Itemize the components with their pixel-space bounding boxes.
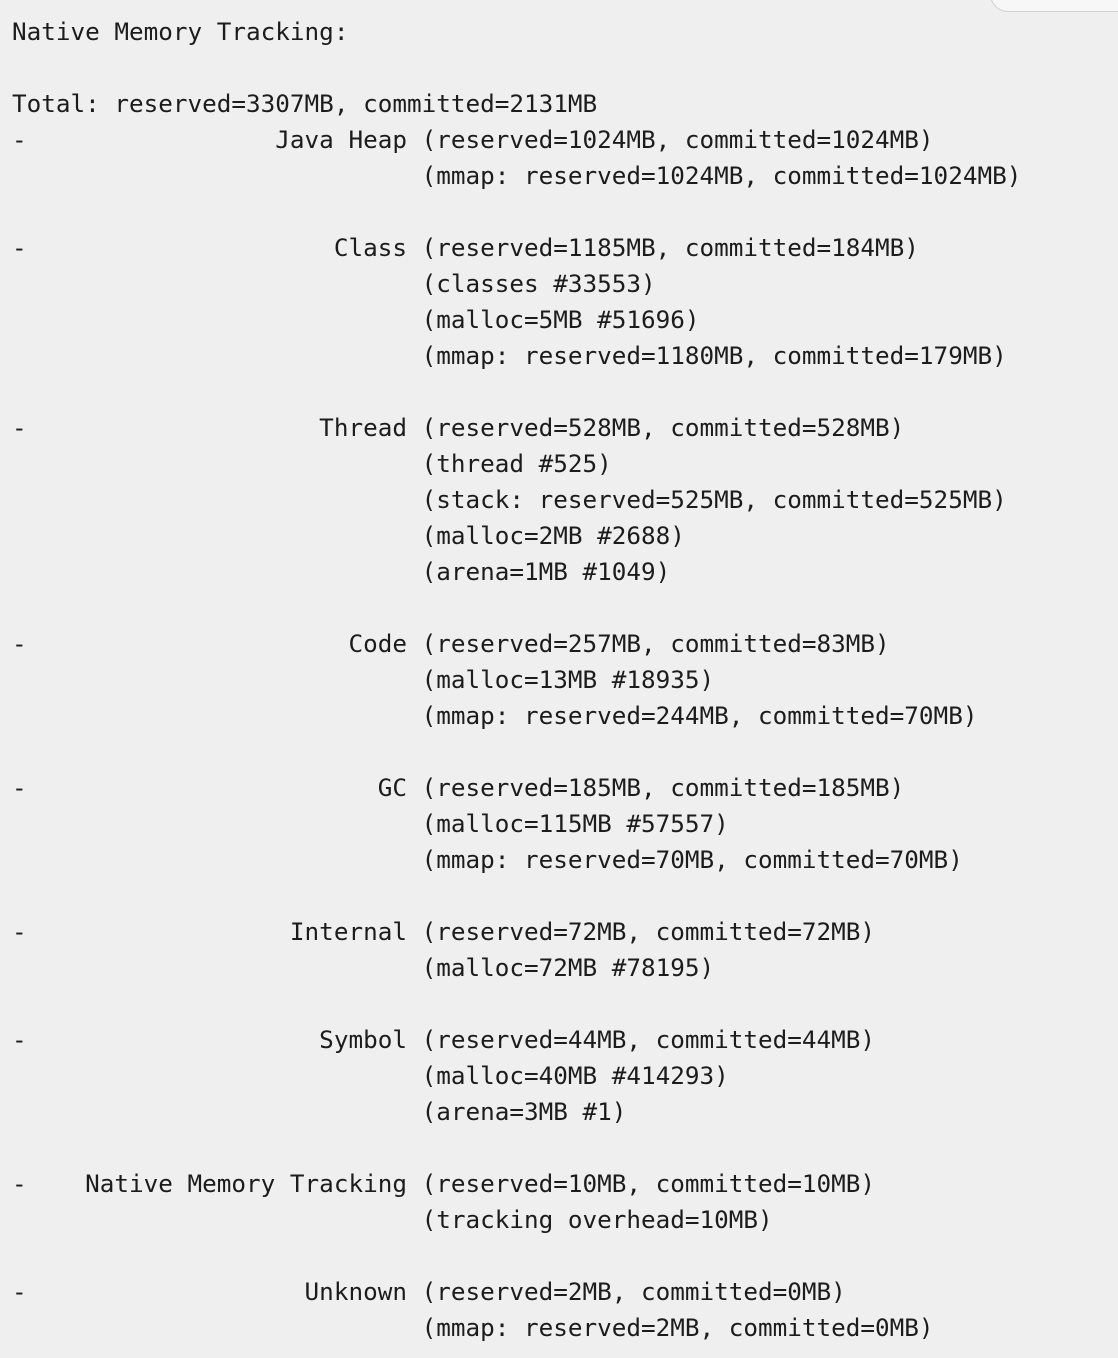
report-line: - Java Heap (reserved=1024MB, committed=1024MB) xyxy=(12,125,934,154)
report-line: - Symbol (reserved=44MB, committed=44MB) xyxy=(12,1025,876,1054)
report-line: - Internal (reserved=72MB, committed=72MB) xyxy=(12,917,876,946)
report-line: Total: reserved=3307MB, committed=2131MB xyxy=(12,89,598,118)
report-line: (malloc=13MB #18935) xyxy=(12,665,715,694)
report-line: (arena=1MB #1049) xyxy=(12,557,671,586)
report-line: (malloc=2MB #2688) xyxy=(12,521,685,550)
report-line: (mmap: reserved=1024MB, committed=1024MB) xyxy=(12,161,1022,190)
report-line: (mmap: reserved=70MB, committed=70MB) xyxy=(12,845,963,874)
window-corner-tab xyxy=(990,0,1118,12)
report-line: - Code (reserved=257MB, committed=83MB) xyxy=(12,629,890,658)
report-line: - Class (reserved=1185MB, committed=184MB) xyxy=(12,233,919,262)
report-line: (mmap: reserved=244MB, committed=70MB) xyxy=(12,701,978,730)
report-line: (thread #525) xyxy=(12,449,612,478)
report-line: (mmap: reserved=2MB, committed=0MB) xyxy=(12,1313,934,1342)
report-line: (malloc=115MB #57557) xyxy=(12,809,729,838)
report-line: - Native Memory Tracking (reserved=10MB, committed=10MB) xyxy=(12,1169,876,1198)
report-line: (malloc=40MB #414293) xyxy=(12,1061,729,1090)
report-line: - GC (reserved=185MB, committed=185MB) xyxy=(12,773,905,802)
report-line: (malloc=72MB #78195) xyxy=(12,953,715,982)
report-line: (mmap: reserved=1180MB, committed=179MB) xyxy=(12,341,1007,370)
report-line: (malloc=5MB #51696) xyxy=(12,305,700,334)
report-line: Native Memory Tracking: xyxy=(12,17,349,46)
report-line: (stack: reserved=525MB, committed=525MB) xyxy=(12,485,1007,514)
report-line: - Unknown (reserved=2MB, committed=0MB) xyxy=(12,1277,846,1306)
report-line: (tracking overhead=10MB) xyxy=(12,1205,773,1234)
report-line: (arena=3MB #1) xyxy=(12,1097,627,1126)
report-line: - Thread (reserved=528MB, committed=528MB) xyxy=(12,413,905,442)
report-line: (classes #33553) xyxy=(12,269,656,298)
nmt-report-output xyxy=(12,14,1021,1346)
